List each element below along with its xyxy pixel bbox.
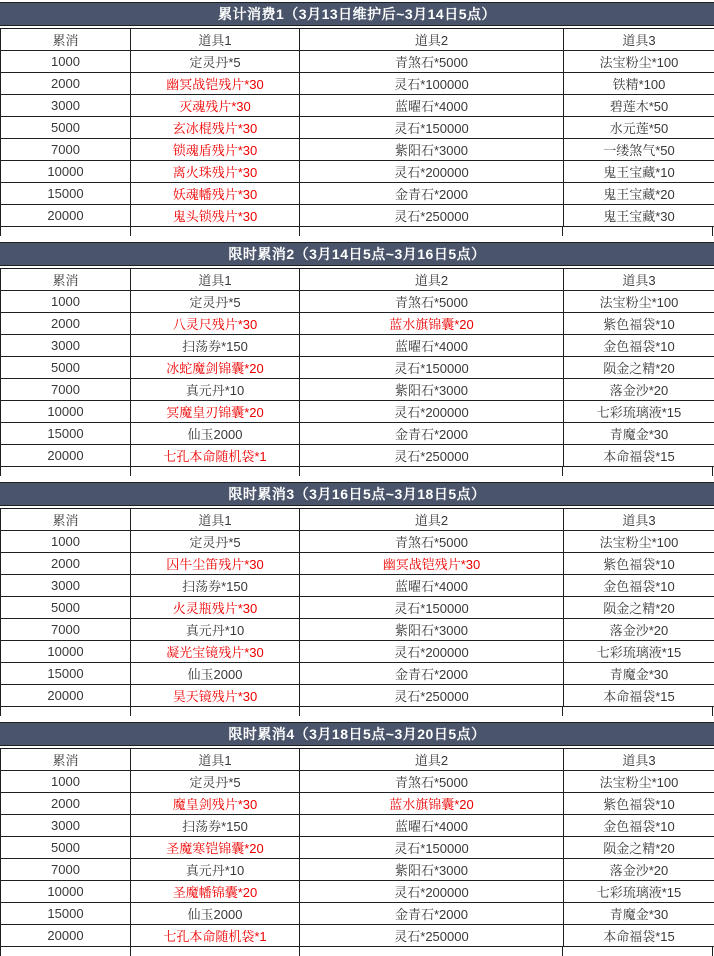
- table-row: [1, 95, 714, 117]
- cell-amount: 1000: [1, 291, 131, 313]
- cell-item3: 陨金之精*20: [564, 837, 714, 859]
- table-row: [1, 597, 714, 619]
- column-header-item3: 道具3: [564, 269, 714, 291]
- cell-amount: 7000: [1, 379, 131, 401]
- cell-item1: 七孔本命随机袋*1: [131, 925, 300, 947]
- table-row: [1, 291, 714, 313]
- cell-item3: 水元莲*50: [564, 117, 714, 139]
- table-row: [1, 445, 714, 467]
- table-section-1: [0, 2, 714, 236]
- cell-item3: 陨金之精*20: [564, 357, 714, 379]
- cell-amount: 10000: [1, 401, 131, 423]
- cell-item3: 青魔金*30: [564, 423, 714, 445]
- cell-item1: 魔皇剑残片*30: [131, 793, 300, 815]
- cell-item3: 本命福袋*15: [564, 925, 714, 947]
- cell-item1: 定灵丹*5: [131, 531, 300, 553]
- cell-amount: 1000: [1, 531, 131, 553]
- cell-item3: 落金沙*20: [564, 379, 714, 401]
- column-header-item3: 道具3: [564, 509, 714, 531]
- cell-item1: 定灵丹*5: [131, 51, 300, 73]
- cell-amount: 20000: [1, 445, 131, 467]
- table-row: [1, 619, 714, 641]
- table-row: [1, 793, 714, 815]
- cell-item3: 陨金之精*20: [564, 597, 714, 619]
- table-row: [1, 553, 714, 575]
- cell-item2: 紫阳石*3000: [300, 139, 564, 161]
- cell-item1: 凝光宝镜残片*30: [131, 641, 300, 663]
- cell-item3: 金色福袋*10: [564, 575, 714, 597]
- table-row: [1, 663, 714, 685]
- column-header-item1: 道具1: [131, 29, 300, 51]
- cell-item1: 真元丹*10: [131, 379, 300, 401]
- table-bottom-stub: [0, 467, 714, 476]
- cell-item2: 紫阳石*3000: [300, 859, 564, 881]
- table-row: [1, 881, 714, 903]
- column-header-item1: 道具1: [131, 509, 300, 531]
- cell-item1: 扫荡券*150: [131, 575, 300, 597]
- cell-amount: 1000: [1, 771, 131, 793]
- cell-item3: 鬼王宝藏*20: [564, 183, 714, 205]
- cell-item2: 金青石*2000: [300, 183, 564, 205]
- cell-item2: 蓝曜石*4000: [300, 95, 564, 117]
- cell-amount: 5000: [1, 837, 131, 859]
- table-row: [1, 423, 714, 445]
- cell-item3: 金色福袋*10: [564, 815, 714, 837]
- cell-item2: 灵石*200000: [300, 641, 564, 663]
- cell-item1: 昊天镜残片*30: [131, 685, 300, 707]
- table-row: [1, 815, 714, 837]
- cell-item2: 灵石*150000: [300, 837, 564, 859]
- cell-item1: 冥魔皇刃锦囊*20: [131, 401, 300, 423]
- cell-amount: 5000: [1, 117, 131, 139]
- cell-item1: 仙玉2000: [131, 663, 300, 685]
- cell-item3: 法宝粉尘*100: [564, 771, 714, 793]
- cell-item3: 法宝粉尘*100: [564, 51, 714, 73]
- cell-item2: 灵石*250000: [300, 685, 564, 707]
- column-header-amount: 累消: [1, 29, 131, 51]
- table-row: [1, 575, 714, 597]
- cell-item2: 灵石*250000: [300, 205, 564, 227]
- cell-item1: 妖魂幡残片*30: [131, 183, 300, 205]
- cell-item1: 圣魔寒铠锦囊*20: [131, 837, 300, 859]
- header-row: [1, 269, 714, 291]
- cell-item2: 灵石*200000: [300, 401, 564, 423]
- cell-item3: 青魔金*30: [564, 903, 714, 925]
- table-row: [1, 161, 714, 183]
- cell-item2: 金青石*2000: [300, 663, 564, 685]
- column-header-item3: 道具3: [564, 29, 714, 51]
- cell-amount: 15000: [1, 903, 131, 925]
- table-row: [1, 401, 714, 423]
- cell-item1: 圣魔幡锦囊*20: [131, 881, 300, 903]
- table-section-3: [0, 482, 714, 716]
- table-row: [1, 357, 714, 379]
- table-title: 限时累消3（3月16日5点~3月18日5点）: [0, 482, 714, 506]
- cell-item2: 青煞石*5000: [300, 771, 564, 793]
- cell-item1: 火灵瓶残片*30: [131, 597, 300, 619]
- cell-item2: 灵石*150000: [300, 357, 564, 379]
- cell-amount: 2000: [1, 73, 131, 95]
- column-header-item2: 道具2: [300, 269, 564, 291]
- cell-item2: 灵石*200000: [300, 161, 564, 183]
- cell-item3: 七彩琉璃液*15: [564, 881, 714, 903]
- cell-item3: 鬼王宝藏*10: [564, 161, 714, 183]
- column-header-item2: 道具2: [300, 749, 564, 771]
- table-row: [1, 205, 714, 227]
- header-row: [1, 749, 714, 771]
- cell-item2: 蓝水旗锦囊*20: [300, 313, 564, 335]
- table-row: [1, 51, 714, 73]
- header-row: [1, 29, 714, 51]
- table-row: [1, 183, 714, 205]
- table-row: [1, 859, 714, 881]
- table-row: [1, 117, 714, 139]
- cell-item3: 鬼王宝藏*30: [564, 205, 714, 227]
- cell-amount: 20000: [1, 205, 131, 227]
- cell-item1: 锁魂盾残片*30: [131, 139, 300, 161]
- column-header-item2: 道具2: [300, 29, 564, 51]
- cell-item3: 本命福袋*15: [564, 445, 714, 467]
- table-title: 限时累消2（3月14日5点~3月16日5点）: [0, 242, 714, 266]
- cell-item1: 定灵丹*5: [131, 291, 300, 313]
- cell-item2: 蓝曜石*4000: [300, 815, 564, 837]
- cell-item2: 灵石*100000: [300, 73, 564, 95]
- cell-amount: 5000: [1, 597, 131, 619]
- table-section-2: [0, 242, 714, 476]
- cell-item3: 铁精*100: [564, 73, 714, 95]
- cell-item1: 七孔本命随机袋*1: [131, 445, 300, 467]
- table-row: [1, 903, 714, 925]
- table-row: [1, 139, 714, 161]
- cell-item1: 扫荡券*150: [131, 335, 300, 357]
- cell-item2: 金青石*2000: [300, 903, 564, 925]
- header-row: [1, 509, 714, 531]
- cell-item1: 定灵丹*5: [131, 771, 300, 793]
- cell-item1: 玄冰棍残片*30: [131, 117, 300, 139]
- cell-item1: 囚牛尘笛残片*30: [131, 553, 300, 575]
- cell-item3: 法宝粉尘*100: [564, 531, 714, 553]
- cell-item1: 八灵尺残片*30: [131, 313, 300, 335]
- table-row: [1, 335, 714, 357]
- cell-amount: 2000: [1, 553, 131, 575]
- cell-amount: 3000: [1, 815, 131, 837]
- cell-amount: 3000: [1, 575, 131, 597]
- reward-table: [0, 748, 714, 947]
- cell-amount: 1000: [1, 51, 131, 73]
- reward-table: [0, 268, 714, 467]
- table-section-4: [0, 722, 714, 956]
- cell-item1: 真元丹*10: [131, 859, 300, 881]
- table-row: [1, 73, 714, 95]
- cell-amount: 5000: [1, 357, 131, 379]
- cell-item3: 碧莲木*50: [564, 95, 714, 117]
- cell-item1: 灭魂残片*30: [131, 95, 300, 117]
- table-row: [1, 685, 714, 707]
- cell-amount: 15000: [1, 183, 131, 205]
- cell-item3: 紫色福袋*10: [564, 553, 714, 575]
- cell-amount: 3000: [1, 95, 131, 117]
- table-bottom-stub: [0, 707, 714, 716]
- table-row: [1, 771, 714, 793]
- cell-item1: 幽冥战铠残片*30: [131, 73, 300, 95]
- cell-item3: 七彩琉璃液*15: [564, 641, 714, 663]
- cell-amount: 20000: [1, 925, 131, 947]
- cell-item2: 灵石*250000: [300, 445, 564, 467]
- cell-item1: 鬼头锁残片*30: [131, 205, 300, 227]
- table-bottom-stub: [0, 947, 714, 956]
- cell-item2: 青煞石*5000: [300, 291, 564, 313]
- cell-item1: 扫荡券*150: [131, 815, 300, 837]
- cell-item3: 紫色福袋*10: [564, 313, 714, 335]
- column-header-amount: 累消: [1, 509, 131, 531]
- table-row: [1, 641, 714, 663]
- cell-amount: 2000: [1, 793, 131, 815]
- cell-item2: 青煞石*5000: [300, 531, 564, 553]
- cell-item1: 离火珠残片*30: [131, 161, 300, 183]
- cell-amount: 3000: [1, 335, 131, 357]
- cell-amount: 15000: [1, 423, 131, 445]
- table-row: [1, 379, 714, 401]
- cell-item2: 紫阳石*3000: [300, 379, 564, 401]
- cell-item2: 灵石*150000: [300, 597, 564, 619]
- table-row: [1, 313, 714, 335]
- cell-item3: 金色福袋*10: [564, 335, 714, 357]
- cell-amount: 20000: [1, 685, 131, 707]
- cell-amount: 7000: [1, 619, 131, 641]
- cell-item3: 青魔金*30: [564, 663, 714, 685]
- cell-item1: 仙玉2000: [131, 423, 300, 445]
- cell-item2: 蓝曜石*4000: [300, 575, 564, 597]
- reward-table: [0, 508, 714, 707]
- cell-item1: 真元丹*10: [131, 619, 300, 641]
- cell-item1: 冰蛇魔剑锦囊*20: [131, 357, 300, 379]
- cell-item2: 灵石*250000: [300, 925, 564, 947]
- cell-item3: 七彩琉璃液*15: [564, 401, 714, 423]
- cell-item2: 蓝水旗锦囊*20: [300, 793, 564, 815]
- cell-item2: 青煞石*5000: [300, 51, 564, 73]
- cell-item3: 落金沙*20: [564, 859, 714, 881]
- cell-amount: 10000: [1, 881, 131, 903]
- cell-item2: 幽冥战铠残片*30: [300, 553, 564, 575]
- cell-item2: 紫阳石*3000: [300, 619, 564, 641]
- cell-item2: 灵石*150000: [300, 117, 564, 139]
- column-header-amount: 累消: [1, 749, 131, 771]
- cell-item2: 灵石*200000: [300, 881, 564, 903]
- column-header-item1: 道具1: [131, 269, 300, 291]
- table-row: [1, 837, 714, 859]
- cell-item3: 紫色福袋*10: [564, 793, 714, 815]
- table-bottom-stub: [0, 227, 714, 236]
- column-header-item3: 道具3: [564, 749, 714, 771]
- cell-amount: 7000: [1, 859, 131, 881]
- cell-item3: 一缕煞气*50: [564, 139, 714, 161]
- cell-amount: 2000: [1, 313, 131, 335]
- column-header-item1: 道具1: [131, 749, 300, 771]
- cell-amount: 7000: [1, 139, 131, 161]
- cell-item3: 法宝粉尘*100: [564, 291, 714, 313]
- cell-amount: 10000: [1, 641, 131, 663]
- table-title: 限时累消4（3月18日5点~3月20日5点）: [0, 722, 714, 746]
- table-title: 累计消费1（3月13日维护后~3月14日5点）: [0, 2, 714, 26]
- table-row: [1, 925, 714, 947]
- table-row: [1, 531, 714, 553]
- cell-amount: 10000: [1, 161, 131, 183]
- column-header-amount: 累消: [1, 269, 131, 291]
- cell-item2: 蓝曜石*4000: [300, 335, 564, 357]
- cell-amount: 15000: [1, 663, 131, 685]
- column-header-item2: 道具2: [300, 509, 564, 531]
- cell-item2: 金青石*2000: [300, 423, 564, 445]
- cell-item3: 落金沙*20: [564, 619, 714, 641]
- reward-table: [0, 28, 714, 227]
- cell-item1: 仙玉2000: [131, 903, 300, 925]
- cell-item3: 本命福袋*15: [564, 685, 714, 707]
